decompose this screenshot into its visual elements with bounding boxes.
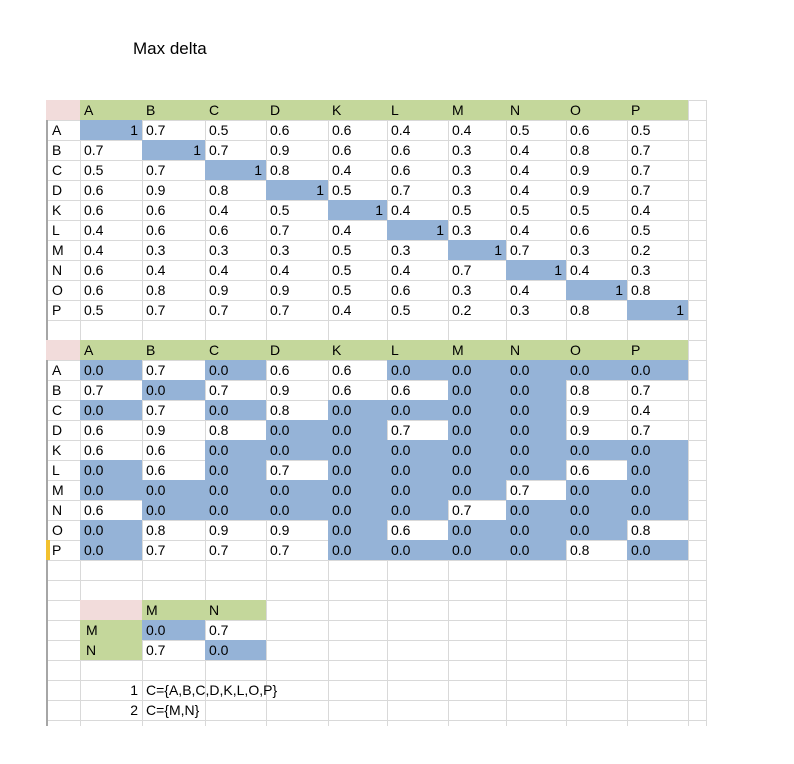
- matrix-cell[interactable]: 0.3: [146, 242, 166, 258]
- matrix-cell[interactable]: 0.0: [387, 360, 448, 380]
- matrix-cell[interactable]: 0.5: [391, 302, 411, 318]
- row-gridline: [46, 320, 706, 321]
- matrix-cell[interactable]: 0.5: [570, 202, 590, 218]
- matrix-cell[interactable]: 0.4: [209, 202, 229, 218]
- matrix-cell[interactable]: 1: [205, 160, 266, 180]
- matrix-cell[interactable]: 0.0: [448, 540, 506, 560]
- matrix-cell[interactable]: 0.8: [270, 402, 290, 418]
- column-header-a[interactable]: A: [80, 340, 142, 360]
- column-header-m[interactable]: M: [448, 100, 506, 120]
- row-header-k[interactable]: K: [52, 442, 62, 458]
- matrix-cell[interactable]: 0.0: [387, 440, 448, 460]
- matrix-cell[interactable]: 0.6: [84, 502, 104, 518]
- matrix-cell[interactable]: 0.8: [146, 282, 166, 298]
- matrix-cell[interactable]: 0.9: [570, 422, 590, 438]
- matrix-cell[interactable]: 0.5: [510, 202, 530, 218]
- matrix-cell[interactable]: 0.8: [209, 182, 229, 198]
- matrix-cell[interactable]: 0.7: [631, 422, 651, 438]
- matrix-cell[interactable]: 0.0: [142, 380, 205, 400]
- column-header-d[interactable]: D: [266, 340, 328, 360]
- sheet-title[interactable]: Max delta: [133, 39, 207, 58]
- column-header-n[interactable]: N: [506, 100, 566, 120]
- matrix-cell[interactable]: 0.0: [387, 500, 448, 520]
- matrix-cell[interactable]: 0.4: [391, 262, 411, 278]
- matrix-cell[interactable]: 0.4: [570, 262, 590, 278]
- matrix-cell[interactable]: 0.0: [627, 460, 688, 480]
- row-header-p[interactable]: P: [52, 302, 62, 318]
- matrix-cell[interactable]: 0.0: [205, 360, 266, 380]
- matrix-cell[interactable]: 0.0: [627, 360, 688, 380]
- column-gridline: [706, 100, 707, 726]
- row-header-n[interactable]: N: [80, 640, 142, 660]
- matrix-cell[interactable]: 0.0: [205, 480, 266, 500]
- matrix-cell[interactable]: 0.0: [205, 400, 266, 420]
- matrix-cell[interactable]: 0.0: [328, 420, 387, 440]
- matrix-cell[interactable]: 0.0: [80, 360, 142, 380]
- row-header-n[interactable]: N: [52, 262, 63, 278]
- matrix-cell[interactable]: 0.0: [448, 360, 506, 380]
- row-header-b[interactable]: B: [52, 142, 62, 158]
- row-gridline: [46, 720, 706, 721]
- column-header-l[interactable]: L: [387, 340, 448, 360]
- matrix-cell[interactable]: 0.4: [146, 262, 166, 278]
- matrix-cell[interactable]: 0.6: [146, 202, 166, 218]
- matrix-cell[interactable]: 0.6: [270, 122, 290, 138]
- matrix-cell[interactable]: 0.6: [209, 222, 229, 238]
- column-header-k[interactable]: K: [328, 100, 387, 120]
- row-header-b[interactable]: B: [52, 382, 62, 398]
- matrix-cell[interactable]: 0.6: [391, 382, 411, 398]
- column-header-c[interactable]: C: [205, 340, 266, 360]
- matrix-cell[interactable]: 0.6: [332, 122, 352, 138]
- matrix-cell[interactable]: 0.9: [570, 402, 590, 418]
- matrix-cell[interactable]: 0.9: [146, 182, 166, 198]
- matrix-cell[interactable]: 0.0: [506, 360, 566, 380]
- matrix-cell[interactable]: 0.0: [448, 460, 506, 480]
- matrix-cell[interactable]: 0.7: [209, 622, 229, 638]
- matrix-cell[interactable]: 0.9: [270, 382, 290, 398]
- column-gridline: [688, 100, 689, 726]
- matrix-cell[interactable]: 0.4: [510, 222, 530, 238]
- matrix-cell[interactable]: 0.4: [270, 262, 290, 278]
- matrix-cell[interactable]: 0.0: [328, 460, 387, 480]
- column-header-b[interactable]: B: [142, 100, 205, 120]
- matrix-cell[interactable]: 0.5: [332, 242, 352, 258]
- matrix-cell[interactable]: 0.7: [391, 182, 411, 198]
- matrix-cell[interactable]: 0.8: [570, 382, 590, 398]
- matrix-cell[interactable]: 0.5: [510, 122, 530, 138]
- matrix-cell[interactable]: 0.4: [510, 182, 530, 198]
- matrix-cell[interactable]: 0.7: [270, 462, 290, 478]
- row-header-m[interactable]: M: [52, 482, 64, 498]
- row-gridline: [46, 580, 706, 581]
- matrix-cell[interactable]: 0.7: [146, 122, 166, 138]
- matrix-cell[interactable]: 0.5: [209, 122, 229, 138]
- column-header-o[interactable]: O: [566, 100, 627, 120]
- matrix-cell[interactable]: 0.7: [146, 162, 166, 178]
- row-header-n[interactable]: N: [52, 502, 63, 518]
- matrix-cell[interactable]: 0.7: [510, 242, 530, 258]
- matrix-cell[interactable]: 0.7: [209, 542, 229, 558]
- matrix-cell[interactable]: 0.7: [452, 502, 472, 518]
- matrix-cell[interactable]: 0.6: [84, 282, 104, 298]
- matrix-cell[interactable]: 0.0: [448, 400, 506, 420]
- matrix-cell[interactable]: 0.6: [84, 262, 104, 278]
- matrix-cell[interactable]: 1: [387, 220, 448, 240]
- matrix-cell[interactable]: 0.5: [84, 162, 104, 178]
- column-header-b[interactable]: B: [142, 340, 205, 360]
- matrix-cell[interactable]: 0.8: [570, 302, 590, 318]
- matrix-cell[interactable]: 0.4: [452, 122, 472, 138]
- matrix-cell[interactable]: 0.8: [209, 422, 229, 438]
- cluster-definition[interactable]: C={A,B,C,D,K,L,O,P}: [146, 682, 278, 698]
- matrix-cell[interactable]: 0.0: [266, 500, 328, 520]
- matrix-cell[interactable]: 0.8: [270, 162, 290, 178]
- row-header-m[interactable]: M: [52, 242, 64, 258]
- column-header-d[interactable]: D: [266, 100, 328, 120]
- matrix-cell[interactable]: 0.3: [452, 222, 472, 238]
- matrix-cell[interactable]: 0.0: [387, 460, 448, 480]
- matrix-cell[interactable]: 0.9: [270, 142, 290, 158]
- matrix-cell[interactable]: 0.5: [631, 122, 651, 138]
- matrix-cell[interactable]: 0.7: [146, 302, 166, 318]
- matrix-cell[interactable]: 0.4: [332, 302, 352, 318]
- matrix-cell[interactable]: 0.0: [266, 420, 328, 440]
- matrix-cell[interactable]: 0.3: [510, 302, 530, 318]
- matrix-cell[interactable]: 1: [80, 120, 142, 140]
- row-gridline: [46, 660, 706, 661]
- column-header-m[interactable]: M: [142, 600, 205, 620]
- matrix-cell[interactable]: 0.8: [631, 522, 651, 538]
- matrix-cell[interactable]: 0.6: [391, 162, 411, 178]
- matrix-cell[interactable]: 0.9: [570, 162, 590, 178]
- matrix-cell[interactable]: 0.7: [84, 382, 104, 398]
- column-header-m[interactable]: M: [448, 340, 506, 360]
- matrix-cell[interactable]: 0.7: [452, 262, 472, 278]
- matrix-cell[interactable]: 0.0: [142, 620, 205, 640]
- matrix-cell[interactable]: 0.2: [452, 302, 472, 318]
- matrix-cell[interactable]: 0.0: [205, 440, 266, 460]
- row-header-l[interactable]: L: [52, 462, 60, 478]
- matrix-cell[interactable]: 0.0: [328, 500, 387, 520]
- matrix-cell[interactable]: 0.6: [391, 522, 411, 538]
- matrix-cell[interactable]: 0.4: [510, 162, 530, 178]
- corner-cell[interactable]: [46, 100, 80, 120]
- matrix-cell[interactable]: 0.0: [205, 640, 266, 660]
- matrix-cell[interactable]: 0.0: [328, 440, 387, 460]
- matrix-cell[interactable]: 0.0: [627, 440, 688, 460]
- matrix-cell[interactable]: 0.6: [84, 442, 104, 458]
- matrix-cell[interactable]: 0.4: [631, 202, 651, 218]
- matrix-cell[interactable]: 0.6: [570, 462, 590, 478]
- matrix-cell[interactable]: 0.0: [627, 540, 688, 560]
- matrix-cell[interactable]: 0.8: [570, 542, 590, 558]
- matrix-cell[interactable]: 0.0: [506, 520, 566, 540]
- matrix-cell[interactable]: 0.0: [566, 480, 627, 500]
- matrix-cell[interactable]: 0.3: [391, 242, 411, 258]
- matrix-cell[interactable]: 0.0: [80, 400, 142, 420]
- matrix-cell[interactable]: 0.8: [570, 142, 590, 158]
- matrix-cell[interactable]: 0.8: [146, 522, 166, 538]
- column-header-a[interactable]: A: [80, 100, 142, 120]
- matrix-cell[interactable]: 1: [448, 240, 506, 260]
- matrix-cell[interactable]: 0.0: [448, 480, 506, 500]
- matrix-cell[interactable]: 0.9: [209, 282, 229, 298]
- matrix-cell[interactable]: 0.9: [209, 522, 229, 538]
- matrix-cell[interactable]: 0.0: [566, 520, 627, 540]
- column-header-p[interactable]: P: [627, 340, 688, 360]
- matrix-cell[interactable]: 0.7: [146, 642, 166, 658]
- cluster-index[interactable]: 2: [130, 702, 138, 718]
- cluster-definition[interactable]: C={M,N}: [146, 702, 200, 718]
- row-header-a[interactable]: A: [52, 122, 62, 138]
- matrix-cell[interactable]: 0.0: [627, 500, 688, 520]
- matrix-cell[interactable]: 1: [506, 260, 566, 280]
- matrix-cell[interactable]: 0.6: [84, 422, 104, 438]
- matrix-cell[interactable]: 0.4: [84, 242, 104, 258]
- matrix-cell[interactable]: 0.4: [84, 222, 104, 238]
- matrix-cell[interactable]: 0.0: [506, 460, 566, 480]
- matrix-cell[interactable]: 0.7: [510, 482, 530, 498]
- matrix-cell[interactable]: 0.0: [448, 420, 506, 440]
- matrix-cell[interactable]: 0.4: [510, 282, 530, 298]
- matrix-cell[interactable]: 0.5: [332, 182, 352, 198]
- matrix-cell[interactable]: 0.0: [387, 480, 448, 500]
- column-header-o[interactable]: O: [566, 340, 627, 360]
- matrix-cell[interactable]: 0.6: [146, 462, 166, 478]
- active-row-indicator: [46, 540, 50, 560]
- matrix-cell[interactable]: 0.6: [332, 142, 352, 158]
- matrix-cell[interactable]: 0.0: [448, 440, 506, 460]
- matrix-cell[interactable]: 0.6: [391, 142, 411, 158]
- matrix-cell[interactable]: 1: [142, 140, 205, 160]
- matrix-cell[interactable]: 0.0: [80, 480, 142, 500]
- matrix-cell[interactable]: 0.0: [142, 500, 205, 520]
- matrix-cell[interactable]: 0.7: [391, 422, 411, 438]
- matrix-cell[interactable]: 0.0: [506, 420, 566, 440]
- matrix-cell[interactable]: 0.0: [387, 400, 448, 420]
- matrix-cell[interactable]: 0.0: [328, 520, 387, 540]
- matrix-cell[interactable]: 0.7: [270, 542, 290, 558]
- matrix-cell[interactable]: 0.7: [631, 382, 651, 398]
- matrix-cell[interactable]: 0.4: [631, 402, 651, 418]
- column-header-p[interactable]: P: [627, 100, 688, 120]
- matrix-cell[interactable]: 0.6: [391, 282, 411, 298]
- row-header-a[interactable]: A: [52, 362, 62, 378]
- matrix-cell[interactable]: 0.7: [146, 402, 166, 418]
- matrix-cell[interactable]: 0.0: [566, 440, 627, 460]
- matrix-cell[interactable]: 0.6: [84, 182, 104, 198]
- matrix-cell[interactable]: 0.9: [270, 282, 290, 298]
- column-header-n[interactable]: N: [506, 340, 566, 360]
- row-header-l[interactable]: L: [52, 222, 60, 238]
- matrix-cell[interactable]: 0.0: [566, 500, 627, 520]
- matrix-cell[interactable]: 0.0: [266, 480, 328, 500]
- matrix-cell[interactable]: 0.7: [209, 382, 229, 398]
- corner-cell[interactable]: [80, 600, 142, 620]
- matrix-cell[interactable]: 0.0: [80, 520, 142, 540]
- matrix-cell[interactable]: 0.4: [209, 262, 229, 278]
- matrix-cell[interactable]: 1: [266, 180, 328, 200]
- matrix-cell[interactable]: 0.0: [205, 460, 266, 480]
- cluster-index[interactable]: 1: [130, 682, 138, 698]
- matrix-cell[interactable]: 0.0: [142, 480, 205, 500]
- matrix-cell[interactable]: 0.6: [146, 222, 166, 238]
- matrix-cell[interactable]: 0.2: [631, 242, 651, 258]
- matrix-cell[interactable]: 0.4: [510, 142, 530, 158]
- matrix-cell[interactable]: 0.7: [270, 302, 290, 318]
- matrix-cell[interactable]: 0.5: [332, 262, 352, 278]
- matrix-cell[interactable]: 0.5: [452, 202, 472, 218]
- matrix-cell[interactable]: 0.4: [391, 122, 411, 138]
- matrix-cell[interactable]: 0.6: [332, 382, 352, 398]
- column-header-n[interactable]: N: [205, 600, 266, 620]
- matrix-cell[interactable]: 0.0: [506, 380, 566, 400]
- matrix-cell[interactable]: 1: [627, 300, 688, 320]
- column-header-l[interactable]: L: [387, 100, 448, 120]
- matrix-cell[interactable]: 0.0: [506, 500, 566, 520]
- matrix-cell[interactable]: 0.0: [328, 480, 387, 500]
- matrix-cell[interactable]: 0.0: [506, 400, 566, 420]
- matrix-cell[interactable]: 1: [566, 280, 627, 300]
- matrix-cell[interactable]: 0.0: [80, 460, 142, 480]
- matrix-cell[interactable]: 0.3: [209, 242, 229, 258]
- row-header-c[interactable]: C: [52, 402, 63, 418]
- matrix-cell[interactable]: 0.6: [570, 122, 590, 138]
- matrix-cell[interactable]: 0.4: [391, 202, 411, 218]
- matrix-cell[interactable]: 0.0: [627, 480, 688, 500]
- row-header-d[interactable]: D: [52, 422, 63, 438]
- matrix-cell[interactable]: 0.3: [452, 142, 472, 158]
- row-header-o[interactable]: O: [52, 282, 63, 298]
- row-header-c[interactable]: C: [52, 162, 63, 178]
- matrix-cell[interactable]: 0.7: [209, 302, 229, 318]
- matrix-cell[interactable]: 0.4: [332, 162, 352, 178]
- matrix-cell[interactable]: 0.3: [452, 282, 472, 298]
- matrix-cell[interactable]: 0.7: [631, 162, 651, 178]
- matrix-cell[interactable]: 0.7: [209, 142, 229, 158]
- column-header-c[interactable]: C: [205, 100, 266, 120]
- matrix-cell[interactable]: 0.7: [146, 542, 166, 558]
- matrix-cell[interactable]: 0.0: [448, 520, 506, 540]
- matrix-cell[interactable]: 0.0: [506, 540, 566, 560]
- matrix-cell[interactable]: 0.6: [570, 222, 590, 238]
- matrix-cell[interactable]: 0.9: [270, 522, 290, 538]
- matrix-cell[interactable]: 0.0: [266, 440, 328, 460]
- matrix-cell[interactable]: 0.5: [270, 202, 290, 218]
- matrix-cell[interactable]: 0.3: [452, 182, 472, 198]
- matrix-cell[interactable]: 0.0: [448, 380, 506, 400]
- matrix-cell[interactable]: 0.0: [205, 500, 266, 520]
- matrix-cell[interactable]: 0.3: [631, 262, 651, 278]
- matrix-cell[interactable]: 0.0: [328, 400, 387, 420]
- row-header-o[interactable]: O: [52, 522, 63, 538]
- matrix-cell[interactable]: 0.0: [387, 540, 448, 560]
- matrix-cell[interactable]: 0.6: [270, 362, 290, 378]
- matrix-cell[interactable]: 0.0: [328, 540, 387, 560]
- column-header-k[interactable]: K: [328, 340, 387, 360]
- matrix-cell[interactable]: 0.7: [270, 222, 290, 238]
- matrix-cell[interactable]: 0.6: [84, 202, 104, 218]
- matrix-cell[interactable]: 0.3: [270, 242, 290, 258]
- matrix-cell[interactable]: 0.9: [146, 422, 166, 438]
- matrix-cell[interactable]: 0.6: [146, 442, 166, 458]
- matrix-cell[interactable]: 0.8: [631, 282, 651, 298]
- matrix-cell[interactable]: 0.0: [506, 440, 566, 460]
- matrix-cell[interactable]: 0.5: [631, 222, 651, 238]
- matrix-cell[interactable]: 0.3: [570, 242, 590, 258]
- matrix-cell[interactable]: 0.7: [631, 142, 651, 158]
- matrix-cell[interactable]: 1: [328, 200, 387, 220]
- matrix-cell[interactable]: 0.7: [84, 142, 104, 158]
- matrix-cell[interactable]: 0.5: [84, 302, 104, 318]
- matrix-cell[interactable]: 0.4: [332, 222, 352, 238]
- matrix-cell[interactable]: 0.7: [146, 362, 166, 378]
- matrix-cell[interactable]: 0.0: [80, 540, 142, 560]
- row-header-k[interactable]: K: [52, 202, 62, 218]
- matrix-cell[interactable]: 0.6: [332, 362, 352, 378]
- row-header-d[interactable]: D: [52, 182, 63, 198]
- matrix-cell[interactable]: 0.0: [566, 360, 627, 380]
- matrix-cell[interactable]: 0.3: [452, 162, 472, 178]
- matrix-cell[interactable]: 0.7: [631, 182, 651, 198]
- matrix-cell[interactable]: 0.9: [570, 182, 590, 198]
- row-gridline: [46, 560, 706, 561]
- matrix-cell[interactable]: 0.5: [332, 282, 352, 298]
- row-header-p[interactable]: P: [52, 542, 62, 558]
- corner-cell[interactable]: [46, 340, 80, 360]
- row-header-m[interactable]: M: [80, 620, 142, 640]
